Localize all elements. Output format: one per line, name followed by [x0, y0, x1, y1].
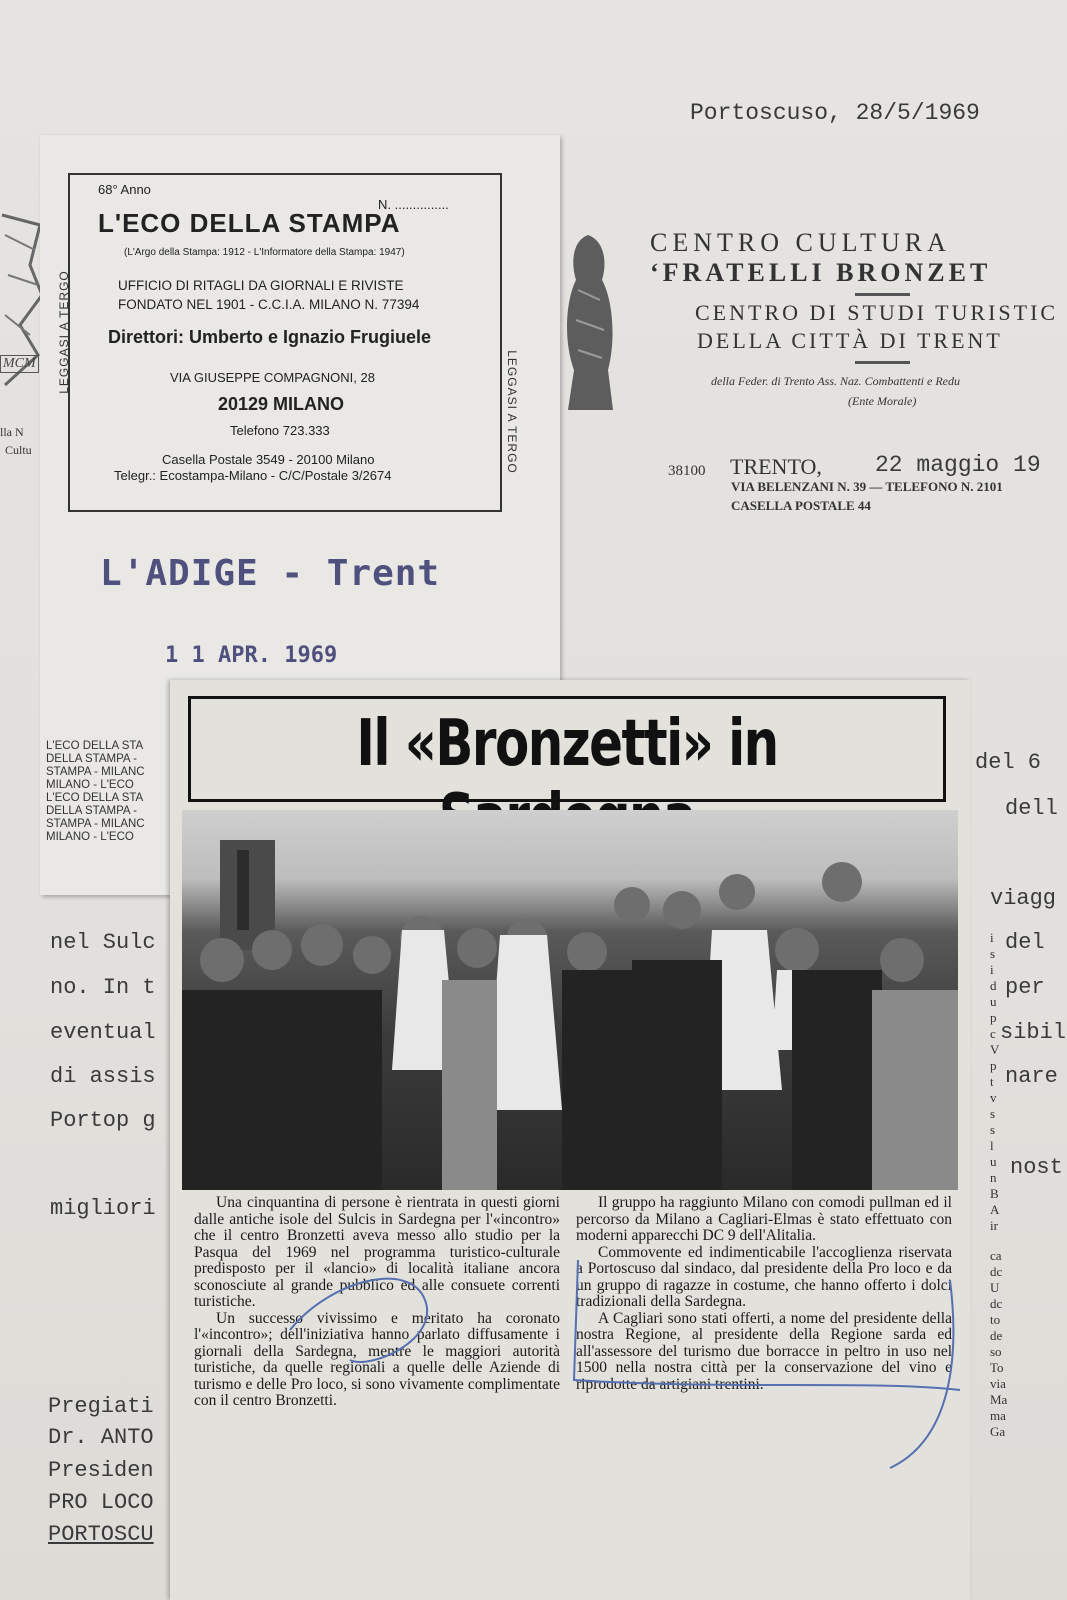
letterhead-name-1: CENTRO CULTURA	[650, 228, 951, 257]
pen-mark-icon	[170, 1220, 970, 1480]
bronze-statue-icon	[558, 230, 620, 415]
slip-po-box: Casella Postale 3549 - 20100 Milano	[162, 452, 375, 467]
article-paragraph: Commovente ed indimenticabile l'accoglienza riservata a Portoscuso dal sindaco, dal presidente della Pro loco e da un gruppo di ragazze in costume, che hanno offerto i dolci tradizionali della Sardegna.	[576, 1243, 952, 1310]
addressee-line: PRO LOCO	[48, 1490, 154, 1515]
slip-anno: 68° Anno	[98, 182, 151, 197]
headline-box	[188, 696, 946, 802]
letter-fragment: di assis	[50, 1064, 156, 1089]
slip-phone: Telefono 723.333	[230, 423, 330, 438]
letterhead-address: VIA BELENZANI N. 39 — TELEFONO N. 2101	[731, 479, 1003, 494]
logo-side-text-2: Cultu	[5, 443, 32, 457]
letter-fragment-right: del	[1005, 930, 1045, 955]
letterhead-po-box: CASELLA POSTALE 44	[731, 498, 871, 513]
letterhead-date: 22 maggio 19	[875, 452, 1041, 478]
letter-fragment-right: sibil	[1000, 1020, 1067, 1045]
letterhead-name-2: ‘FRATELLI BRONZET	[650, 258, 992, 287]
addressee-line: Dr. ANTO	[48, 1425, 154, 1450]
article-paragraph: Un successo vivissimo e meritato ha coronato l'«incontro»; dell'iniziativa hanno parlato diffusamente i giornali della Sardegna, mentre le maggiori autorità turistiche, da quelle regionali a quelle delle Aziende di turismo e delle Pro loco, si sono vivamente complimentate con il centro Bronzetti.	[194, 1309, 560, 1409]
letter-fragment-right: dell	[1005, 796, 1058, 821]
letterhead-sub-2: DELLA CITTÀ DI TRENT	[697, 328, 1003, 353]
article-paragraph: Il gruppo ha raggiunto Milano con comodi pullman ed il percorso da Milano a Cagliari-Elmas è stato effettuato con moderni apparecchi DC 9 dell'Alitalia.	[576, 1194, 952, 1244]
slip-numero: N. ...............	[378, 197, 449, 212]
source-stamp: L'ADIGE - Trent	[100, 553, 441, 594]
letterhead-postcode: 38100	[668, 463, 706, 479]
article-headline: Il «Bronzetti» in	[356, 707, 778, 781]
slip-pattern: L'ECO DELLA STA DELLA STAMPA - STAMPA - MILANC MILANO - L'ECO L'ECO DELLA STA DELLA STAMPA - STAMPA - MILANC MILANO - L'ECO	[46, 740, 145, 843]
slip-subtitle: (L'Argo della Stampa: 1912 - L'Informatore della Stampa: 1947)	[124, 247, 405, 258]
addressee-line: Presiden	[48, 1458, 154, 1483]
article-paragraph: Una cinquantina di persone è rientrata in questi giorni dalle antiche isole del Sulcis in Sardegna per l'«incontro» che il centro Bronzetti aveva messo allo studio per la Pasqua del 1969 nel programma turistico-culturale predisposto per il «lancio» di località italiane ancora sconosciute al grande pubblico ed alle consuete correnti turistiche.	[194, 1194, 560, 1310]
slip-line-1: UFFICIO DI RITAGLI DA GIORNALI E RIVISTE	[118, 278, 404, 293]
letter-date: Portoscuso, 28/5/1969	[690, 100, 980, 126]
letter-fragment-right: viagg	[990, 886, 1057, 911]
article-paragraph: A Cagliari sono stati offerti, a nome del presidente della nostra Regione, al presidente della Regione sarda ed all'assessore del turismo due borracce in peltro in uso nel 1500 nella nostra città per la conservazione del vino e riprodotte da artigiani trentini.	[576, 1309, 952, 1393]
addressee-line: Pregiati	[48, 1394, 154, 1419]
letter-fragment-right: per	[1005, 975, 1045, 1000]
divider	[855, 293, 910, 296]
addressee-line: PORTOSCU	[48, 1522, 154, 1547]
divider	[855, 361, 910, 364]
slip-line-2: FONDATO NEL 1901 - C.C.I.A. MILANO N. 77394	[118, 297, 420, 312]
adjacent-column-letters: i s i d u p c V p t v s s l u n B A ir ca dc U dc to de so To via Ma ma Ga	[990, 930, 1008, 1439]
letter-fragment-right: nost	[1010, 1155, 1063, 1180]
slip-telegr: Telegr.: Ecostampa-Milano - C/C/Postale 3/2674	[114, 468, 392, 483]
slip-header-box	[68, 173, 502, 512]
date-stamp: 1 1 APR. 1969	[165, 643, 338, 668]
side-text-right: LEGGASI A TERGO	[504, 350, 519, 474]
letter-fragment-right: nare	[1005, 1064, 1058, 1089]
letter-fragment: migliori	[50, 1196, 156, 1221]
letter-fragment: eventual	[50, 1020, 156, 1045]
letterhead-city: TRENTO,	[730, 454, 822, 479]
letter-fragment: no. In t	[50, 975, 156, 1000]
slip-city: 20129 MILANO	[218, 394, 345, 414]
slip-directors: Direttori: Umberto e Ignazio Frugiuele	[108, 327, 432, 347]
letterhead-ente: (Ente Morale)	[848, 394, 917, 408]
letter-fragment-right: del 6	[975, 750, 1042, 775]
side-text-left: LEGGASI A TERGO	[56, 270, 71, 394]
logo-text: MCM	[0, 355, 39, 373]
slip-street: VIA GIUSEPPE COMPAGNONI, 28	[170, 370, 375, 385]
letter-fragment: Portop g	[50, 1108, 156, 1133]
newspaper-clipping	[170, 680, 970, 1600]
group-photo	[182, 810, 958, 1190]
letterhead-federation: della Feder. di Trento Ass. Naz. Combattenti e Redu	[711, 374, 960, 388]
logo-side-text-1: lla N	[0, 425, 24, 439]
letter-fragment: nel Sulc	[50, 930, 156, 955]
letterhead-sub-1: CENTRO DI STUDI TURISTIC	[695, 300, 1059, 325]
slip-title: L'ECO DELLA STAMPA	[98, 208, 401, 238]
